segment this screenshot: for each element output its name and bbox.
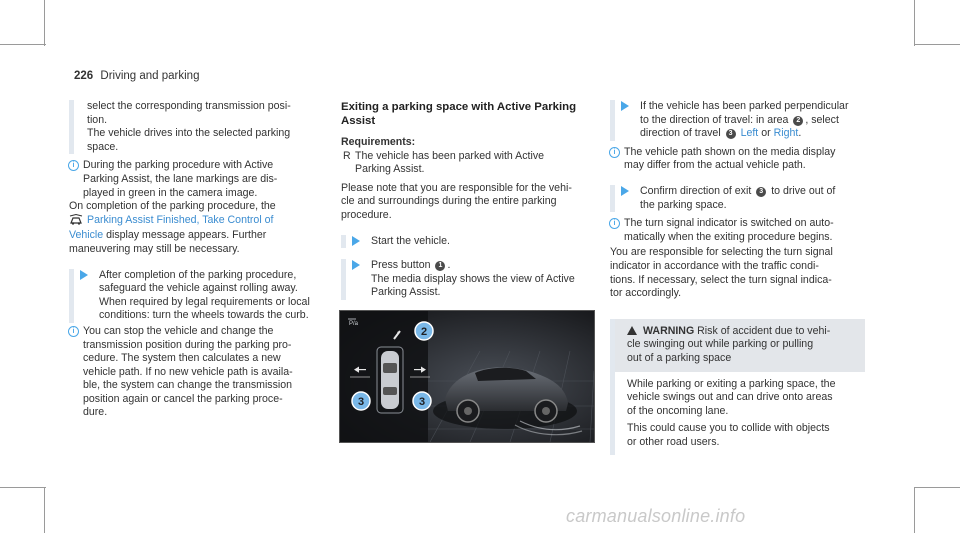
warning-body	[615, 372, 865, 456]
text-line: The vehicle path shown on the media display	[624, 145, 836, 158]
note-block	[610, 146, 865, 173]
text-line: The media display shows the view of Active	[371, 272, 575, 285]
text-line: During the parking procedure with Active	[83, 159, 274, 172]
crop-mark	[914, 0, 915, 46]
text-line: Start the vehicle.	[371, 234, 450, 247]
text-span: display message appears. Further	[103, 229, 267, 242]
column-middle	[341, 100, 597, 300]
info-icon: i	[68, 326, 79, 337]
text-line	[69, 229, 327, 243]
parking-assist-icon	[69, 214, 83, 230]
text-line: conditions: turn the wheels towards the curb.	[99, 309, 309, 322]
crop-mark	[44, 0, 45, 46]
text-line	[640, 127, 865, 141]
heading-line: Assist	[341, 115, 376, 127]
text-span: to drive out of	[771, 184, 836, 197]
requirements-label: Requirements:	[341, 136, 416, 148]
step-arrow-icon	[80, 270, 88, 280]
text-line: vehicle swings out and can drive onto areas	[627, 391, 833, 404]
display-message: Parking Assist Finished, Take Control of	[87, 213, 274, 226]
text-line: When required by legal requirements or local	[99, 295, 310, 308]
step-arrow-icon	[352, 260, 360, 270]
text-line	[640, 185, 865, 199]
warning-box	[610, 319, 865, 456]
info-icon: i	[609, 218, 620, 229]
text-line: The vehicle has been parked with Active	[355, 149, 545, 162]
text-line: safeguard the vehicle against rolling away.	[99, 282, 298, 295]
text-line: cle swinging out while parking or pulling	[627, 338, 814, 351]
text-line: After completion of the parking procedure,	[99, 268, 297, 281]
crop-mark	[44, 487, 45, 533]
column-left	[69, 100, 327, 420]
text-span: direction of travel	[640, 127, 721, 140]
text-line: You are responsible for selecting the turn signal	[610, 246, 833, 259]
text-line: The vehicle drives into the selected parking	[87, 127, 291, 140]
text-line: Parking Assist, the lane markings are dis-	[83, 172, 278, 185]
text-line: may differ from the actual vehicle path.	[624, 159, 806, 172]
text-line: On completion of the parking procedure, the	[69, 200, 276, 213]
crop-mark	[914, 487, 915, 533]
text-line: played in green in the camera image.	[83, 186, 258, 199]
note-block	[610, 217, 865, 244]
callout-number: 3	[756, 187, 766, 197]
section-heading	[341, 100, 597, 128]
text-line: procedure.	[341, 208, 392, 221]
text-line: You can stop the vehicle and change the	[83, 324, 274, 337]
text-line: Please note that you are responsible for the vehi-	[341, 181, 572, 194]
text-line: dure.	[83, 406, 108, 419]
text-span: .	[798, 127, 802, 140]
option-left: Left	[740, 127, 759, 140]
note-block	[69, 325, 327, 420]
text-span: , select	[805, 113, 839, 126]
step-block	[610, 185, 865, 212]
callout-number: 3	[418, 396, 426, 408]
text-span: to the direction of travel: in area	[640, 113, 789, 126]
text-line: indicator in accordance with the traffic condi-	[610, 259, 819, 272]
option-right: Right	[773, 127, 799, 140]
text-line: transmission position during the parking pro-	[83, 338, 292, 351]
callout-2	[415, 322, 433, 340]
callout-number: 2	[420, 326, 428, 338]
warning-icon	[627, 326, 637, 335]
watermark: carmanualsonline.info	[566, 506, 746, 526]
text-line: Parking Assist.	[371, 286, 441, 299]
crop-mark	[914, 44, 960, 45]
text-line	[627, 325, 857, 339]
page-number: 226	[74, 70, 94, 82]
bullet-marker: R	[343, 149, 351, 162]
text-line: select the corresponding transmission posi-	[87, 100, 291, 112]
text-line: Parking Assist.	[355, 163, 425, 176]
text-line: ble, the system can change the transmission	[83, 379, 293, 392]
column-right	[610, 100, 865, 455]
info-icon: i	[609, 147, 620, 158]
display-message: Vehicle	[69, 229, 104, 242]
text-line	[371, 259, 597, 273]
text-line: cedure. The system then calculates a new	[83, 352, 281, 365]
info-icon: i	[68, 160, 79, 171]
text-line: This could cause you to collide with objects	[627, 422, 830, 435]
text-line: or other road users.	[627, 435, 720, 448]
text-line: of the oncoming lane.	[627, 404, 729, 417]
warning-header	[615, 319, 865, 372]
text-line: position again or cancel the parking proce-	[83, 392, 283, 405]
text-line: tions. If necessary, select the turn signal indica-	[610, 273, 832, 286]
text-line: vehicle path. If no new vehicle path is availa-	[83, 365, 293, 378]
crop-mark	[0, 44, 46, 45]
text-span: or	[761, 127, 771, 140]
callout-number: 1	[435, 261, 445, 271]
text-line: out of a parking space	[627, 351, 732, 364]
callout-number: 3	[357, 396, 365, 408]
callout-number: 2	[793, 116, 803, 126]
crop-mark	[914, 487, 960, 488]
heading-line: Exiting a parking space with Active Parking	[341, 101, 577, 113]
text-span: Confirm direction of exit	[640, 184, 752, 197]
text-line: the parking space.	[640, 198, 727, 211]
section-title: Driving and parking	[100, 70, 200, 82]
callout-3-left	[352, 392, 370, 410]
step-block	[69, 269, 327, 323]
step-block	[341, 259, 597, 300]
requirement-item	[341, 150, 597, 177]
text-line: maneuvering may still be necessary.	[69, 242, 240, 255]
step-block	[341, 235, 597, 249]
text-line: cle and surroundings during the entire parking	[341, 195, 557, 208]
responsibility-note	[341, 182, 597, 223]
text-span: Press button	[371, 259, 431, 272]
media-display-image	[339, 310, 595, 443]
text-line: tor accordingly.	[610, 287, 682, 300]
display-message-line	[69, 214, 327, 230]
text-line: If the vehicle has been parked perpendicular	[640, 100, 849, 112]
text-span: Risk of accident due to vehi-	[697, 324, 831, 337]
text-line: tion.	[87, 113, 108, 126]
text-span: .	[447, 259, 451, 272]
step-arrow-icon	[621, 101, 629, 111]
page-header	[74, 70, 199, 84]
step-arrow-icon	[352, 236, 360, 246]
text-line: space.	[87, 140, 119, 153]
callout-number: 3	[726, 129, 736, 139]
step-arrow-icon	[621, 186, 629, 196]
turn-signal-note	[610, 246, 865, 300]
intro-block	[69, 100, 327, 154]
text-line: matically when the exiting procedure begins.	[624, 230, 833, 243]
text-line: The turn signal indicator is switched on auto-	[624, 217, 834, 230]
text-line	[640, 114, 865, 128]
display-status-label: P/a	[349, 321, 359, 327]
step-block	[610, 100, 865, 141]
warning-label: WARNING	[643, 324, 695, 337]
text-line: While parking or exiting a parking space, the	[627, 377, 836, 390]
callout-3-right	[413, 392, 431, 410]
crop-mark	[0, 487, 46, 488]
note-block	[69, 159, 327, 200]
